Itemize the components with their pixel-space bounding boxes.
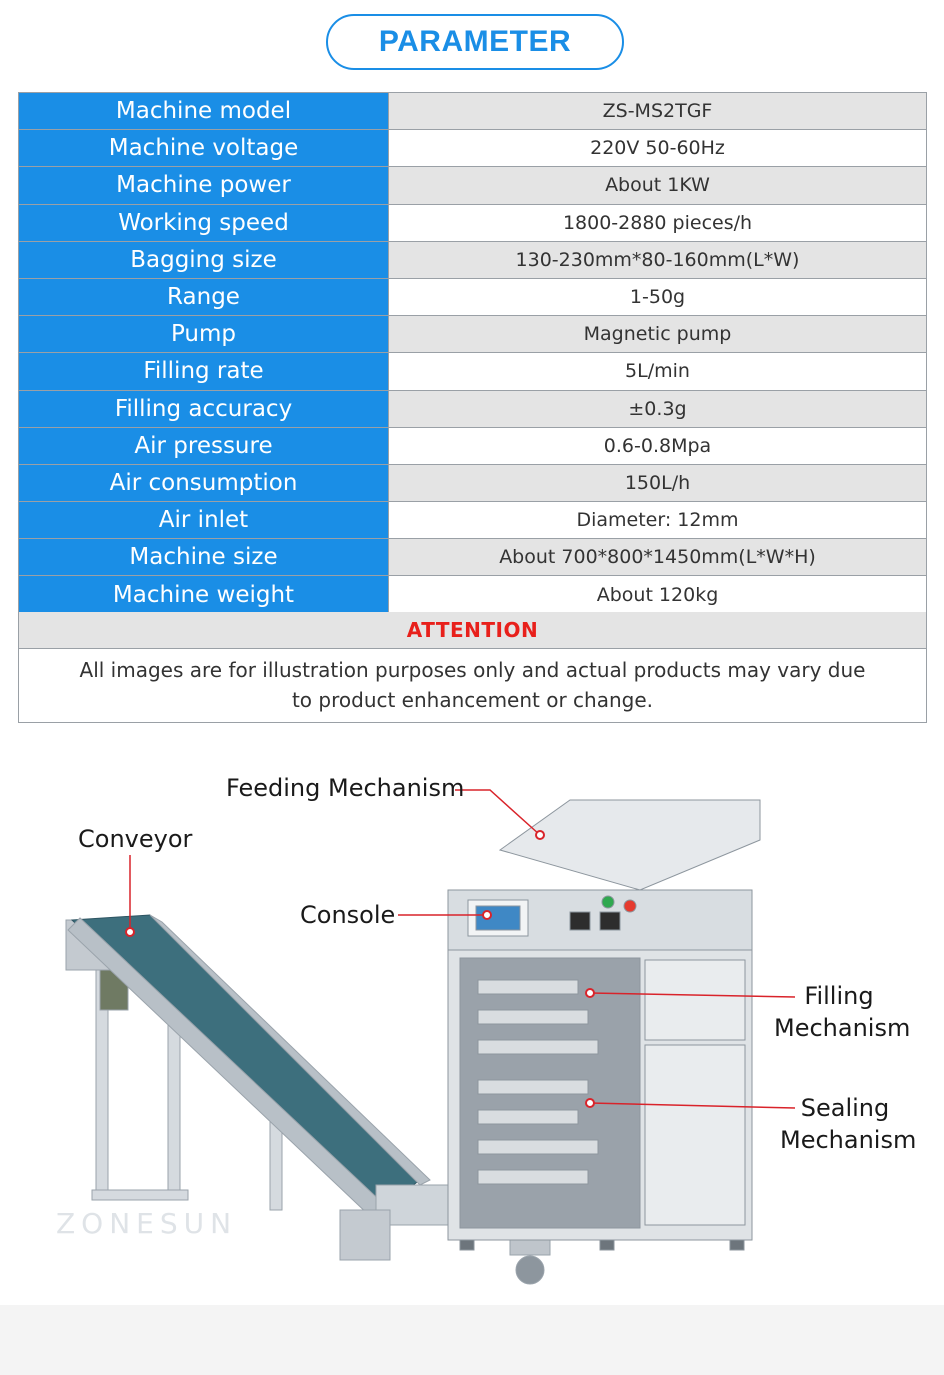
callout-sealing-line2: Mechanism — [780, 1126, 917, 1154]
spec-label: Machine size — [19, 539, 389, 575]
spec-row — [19, 242, 926, 279]
spec-row — [19, 353, 926, 390]
callout-filling-line2: Mechanism — [774, 1014, 911, 1042]
spec-label: Machine voltage — [19, 130, 389, 166]
spec-row — [19, 316, 926, 353]
spec-value: Magnetic pump — [389, 316, 926, 352]
spec-value: About 1KW — [389, 167, 926, 203]
spec-value: Diameter: 12mm — [389, 502, 926, 538]
footer-strip — [0, 1305, 944, 1375]
callout-filling — [774, 980, 911, 1044]
spec-row — [19, 279, 926, 316]
spec-label: Filling accuracy — [19, 391, 389, 427]
attention-text: All images are for illustration purposes only and actual products may vary due to product enhancement or change. — [79, 658, 866, 712]
spec-row — [19, 93, 926, 130]
spec-value: About 120kg — [389, 576, 926, 613]
spec-value: 5L/min — [389, 353, 926, 389]
spec-label: Range — [19, 279, 389, 315]
spec-row — [19, 539, 926, 576]
machine-diagram — [0, 740, 944, 1305]
watermark: ZONESUN — [56, 1207, 238, 1240]
spec-row — [19, 205, 926, 242]
spec-label: Machine model — [19, 93, 389, 129]
spec-label: Air consumption — [19, 465, 389, 501]
spec-label: Machine weight — [19, 576, 389, 613]
spec-row — [19, 428, 926, 465]
callout-sealing — [780, 1092, 917, 1156]
spec-label: Filling rate — [19, 353, 389, 389]
spec-value: ±0.3g — [389, 391, 926, 427]
spec-value: 0.6-0.8Mpa — [389, 428, 926, 464]
spec-row — [19, 130, 926, 167]
spec-label: Pump — [19, 316, 389, 352]
callout-filling-line1: Filling — [804, 982, 874, 1010]
spec-label: Working speed — [19, 205, 389, 241]
spec-value: About 700*800*1450mm(L*W*H) — [389, 539, 926, 575]
spec-row — [19, 465, 926, 502]
spec-row — [19, 576, 926, 613]
page-title: PARAMETER — [326, 14, 624, 70]
spec-value: 150L/h — [389, 465, 926, 501]
machine-body — [448, 800, 760, 1250]
spec-value: 1800-2880 pieces/h — [389, 205, 926, 241]
spec-table — [18, 92, 927, 615]
callout-feeding: Feeding Mechanism — [226, 774, 465, 802]
spec-value: 130-230mm*80-160mm(L*W) — [389, 242, 926, 278]
spec-label: Bagging size — [19, 242, 389, 278]
spec-row — [19, 391, 926, 428]
spec-row — [19, 502, 926, 539]
attention-box — [18, 612, 927, 723]
spec-value: ZS-MS2TGF — [389, 93, 926, 129]
attention-heading: ATTENTION — [19, 612, 926, 649]
spec-value: 220V 50-60Hz — [389, 130, 926, 166]
spec-label: Air pressure — [19, 428, 389, 464]
callout-console: Console — [300, 901, 396, 929]
spec-label: Air inlet — [19, 502, 389, 538]
spec-label: Machine power — [19, 167, 389, 203]
spec-value: 1-50g — [389, 279, 926, 315]
callout-conveyor: Conveyor — [78, 825, 193, 853]
spec-row — [19, 167, 926, 204]
callout-sealing-line1: Sealing — [800, 1094, 890, 1122]
